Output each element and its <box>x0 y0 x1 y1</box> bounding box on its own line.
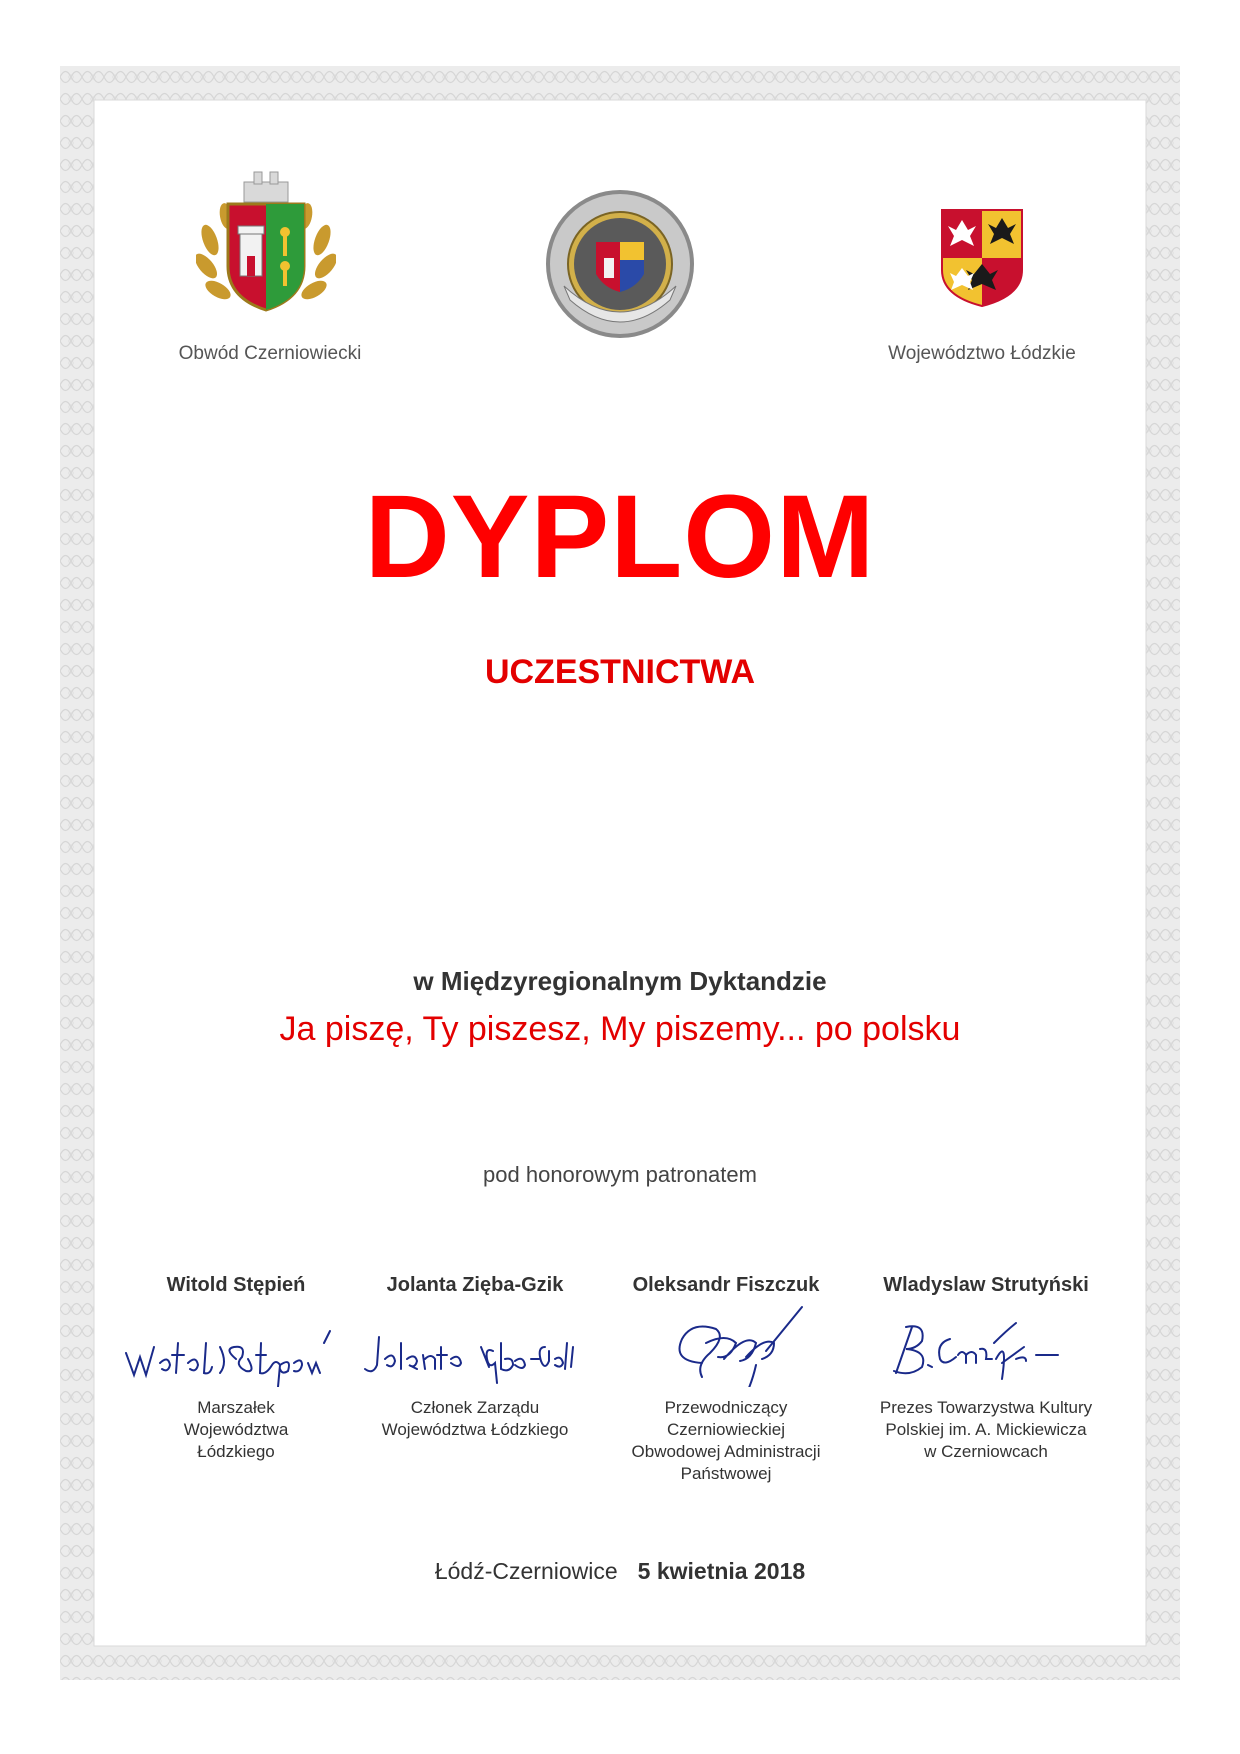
date: 5 kwietnia 2018 <box>637 1558 806 1584</box>
signatory-2 <box>355 1274 595 1441</box>
signatory-name: Oleksandr Fiszczuk <box>632 1274 820 1296</box>
diploma-subtitle: UCZESTNICTWA <box>484 653 756 691</box>
signatory-role: Marszałek Województwa Łódzkiego <box>183 1398 289 1461</box>
place: Łódź-Czerniowice <box>434 1558 618 1584</box>
signature-image <box>866 1303 1106 1387</box>
signatory-name: Wladyslaw Strutyński <box>883 1274 1089 1296</box>
competition-intro: w Międzyregionalnym Dyktandzie <box>413 966 827 996</box>
signatory-name: Witold Stępień <box>166 1274 306 1296</box>
patronage-text: pod honorowym patronatem <box>483 1162 757 1187</box>
chernivtsi-label: Obwód Czerniowiecki <box>178 343 362 364</box>
place-and-date <box>0 1558 1240 1585</box>
society-emblem <box>544 188 696 340</box>
signatory-4 <box>866 1274 1106 1463</box>
signature-image <box>355 1303 595 1387</box>
coat-of-arms-chernivtsi <box>196 170 336 320</box>
signature-image <box>116 1303 356 1387</box>
competition-name: Ja piszę, Ty piszesz, My piszemy... po polsku <box>279 1010 961 1048</box>
signatory-role: Prezes Towarzystwa Kultury Polskiej im. A. Mickiewicza w Czerniowcach <box>879 1398 1093 1461</box>
signatory-role: Przewodniczący Czerniowieckiej Obwodowej Administracji Państwowej <box>631 1398 821 1483</box>
signatory-name: Jolanta Zięba-Gzik <box>386 1274 564 1296</box>
diploma-title: DYPLOM <box>364 471 876 603</box>
lodzkie-label: Województwo Łódzkie <box>888 343 1076 364</box>
signatory-1 <box>116 1274 356 1463</box>
coat-of-arms-lodzkie <box>940 208 1024 308</box>
signatory-3 <box>606 1274 846 1485</box>
signature-image <box>606 1303 846 1387</box>
signatory-role: Członek Zarządu Województwa Łódzkiego <box>381 1398 569 1439</box>
